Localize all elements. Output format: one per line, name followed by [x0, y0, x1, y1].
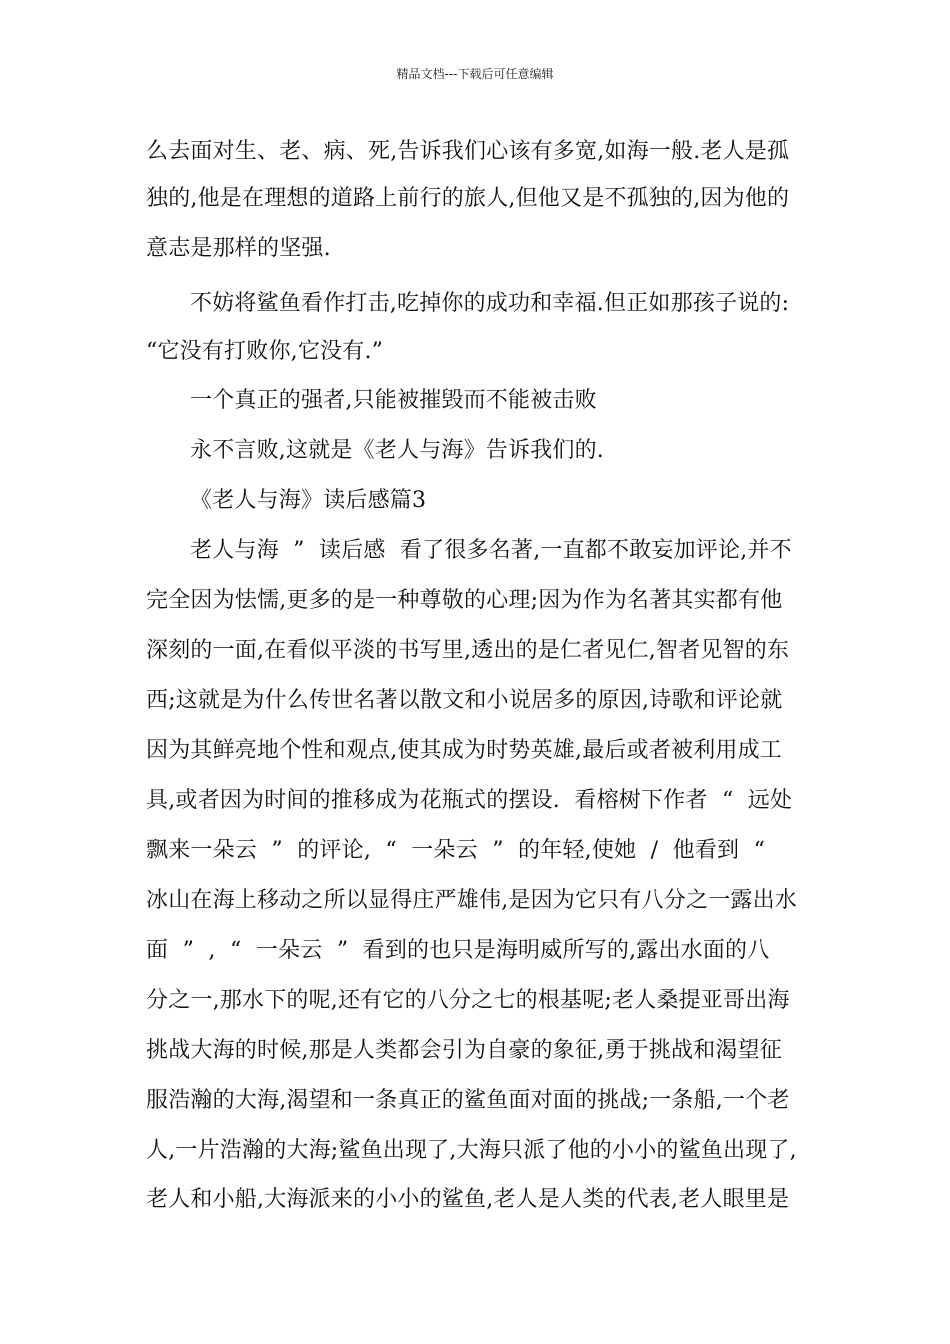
text-line: 永不言败,这就是《老人与海》告诉我们的.	[190, 438, 604, 463]
text-line: 因为其鲜亮地个性和观点,使其成为时势英雄,最后或者被利用成工	[146, 738, 782, 763]
text-line: 么去面对生、老、病、死,告诉我们心该有多宽,如海一般.老人是孤	[146, 139, 790, 164]
text-line: 服浩瀚的大海,渴望和一条真正的鲨鱼面对面的挑战;一条船,一个老	[146, 1088, 790, 1113]
text-line: 不妨将鲨鱼看作打击,吃掉你的成功和幸福.但正如那孩子说的:	[190, 291, 790, 316]
text-line: 老人和小船,大海派来的小小的鲨鱼,老人是人类的代表,老人眼里是	[146, 1187, 790, 1212]
section-heading: 《老人与海》读后感篇3	[190, 488, 427, 513]
text-line: 挑战大海的时候,那是人类都会引为自豪的象征,勇于挑战和渴望征	[146, 1038, 782, 1063]
text-line: 完全因为怯懦,更多的是一种尊敬的心理;因为作为名著其实都有他	[146, 588, 783, 613]
text-line: 面 ” , “ 一朵云 ” 看到的也只是海明威所写的,露出水面的八	[146, 938, 770, 963]
text-line: 冰山在海上移动之所以显得庄严雄伟,是因为它只有八分之一露出水	[146, 888, 797, 913]
text-line: 一个真正的强者,只能被摧毁而不能被击败	[190, 388, 597, 413]
text-line: “它没有打败你,它没有.”	[146, 339, 384, 364]
text-line: 意志是那样的坚强.	[146, 236, 331, 261]
text-line: 老人与海 ” 读后感 看了很多名著,一直都不敢妄加评论,并不	[190, 538, 792, 563]
text-line: 深刻的一面,在看似平淡的书写里,透出的是仁者见仁,智者见智的东	[146, 638, 790, 663]
text-line: 西;这就是为什么传世名著以散文和小说居多的原因,诗歌和评论就	[146, 688, 783, 713]
text-line: 飘来一朵云 ” 的评论, “ 一朵云 ” 的年轻,使她 / 他看到 “	[146, 838, 766, 863]
text-line: 人,一片浩瀚的大海;鲨鱼出现了,大海只派了他的小小的鲨鱼出现了,	[146, 1138, 797, 1163]
text-line: 独的,他是在理想的道路上前行的旅人,但他又是不孤独的,因为他的	[146, 186, 790, 211]
text-line: 分之一,那水下的呢,还有它的八分之七的根基呢;老人桑提亚哥出海	[146, 988, 790, 1013]
text-line: 具,或者因为时间的推移成为花瓶式的摆设. 看榕树下作者 “ 远处	[146, 788, 793, 813]
page-header: 精品文档---下载后可任意编辑	[396, 67, 554, 81]
